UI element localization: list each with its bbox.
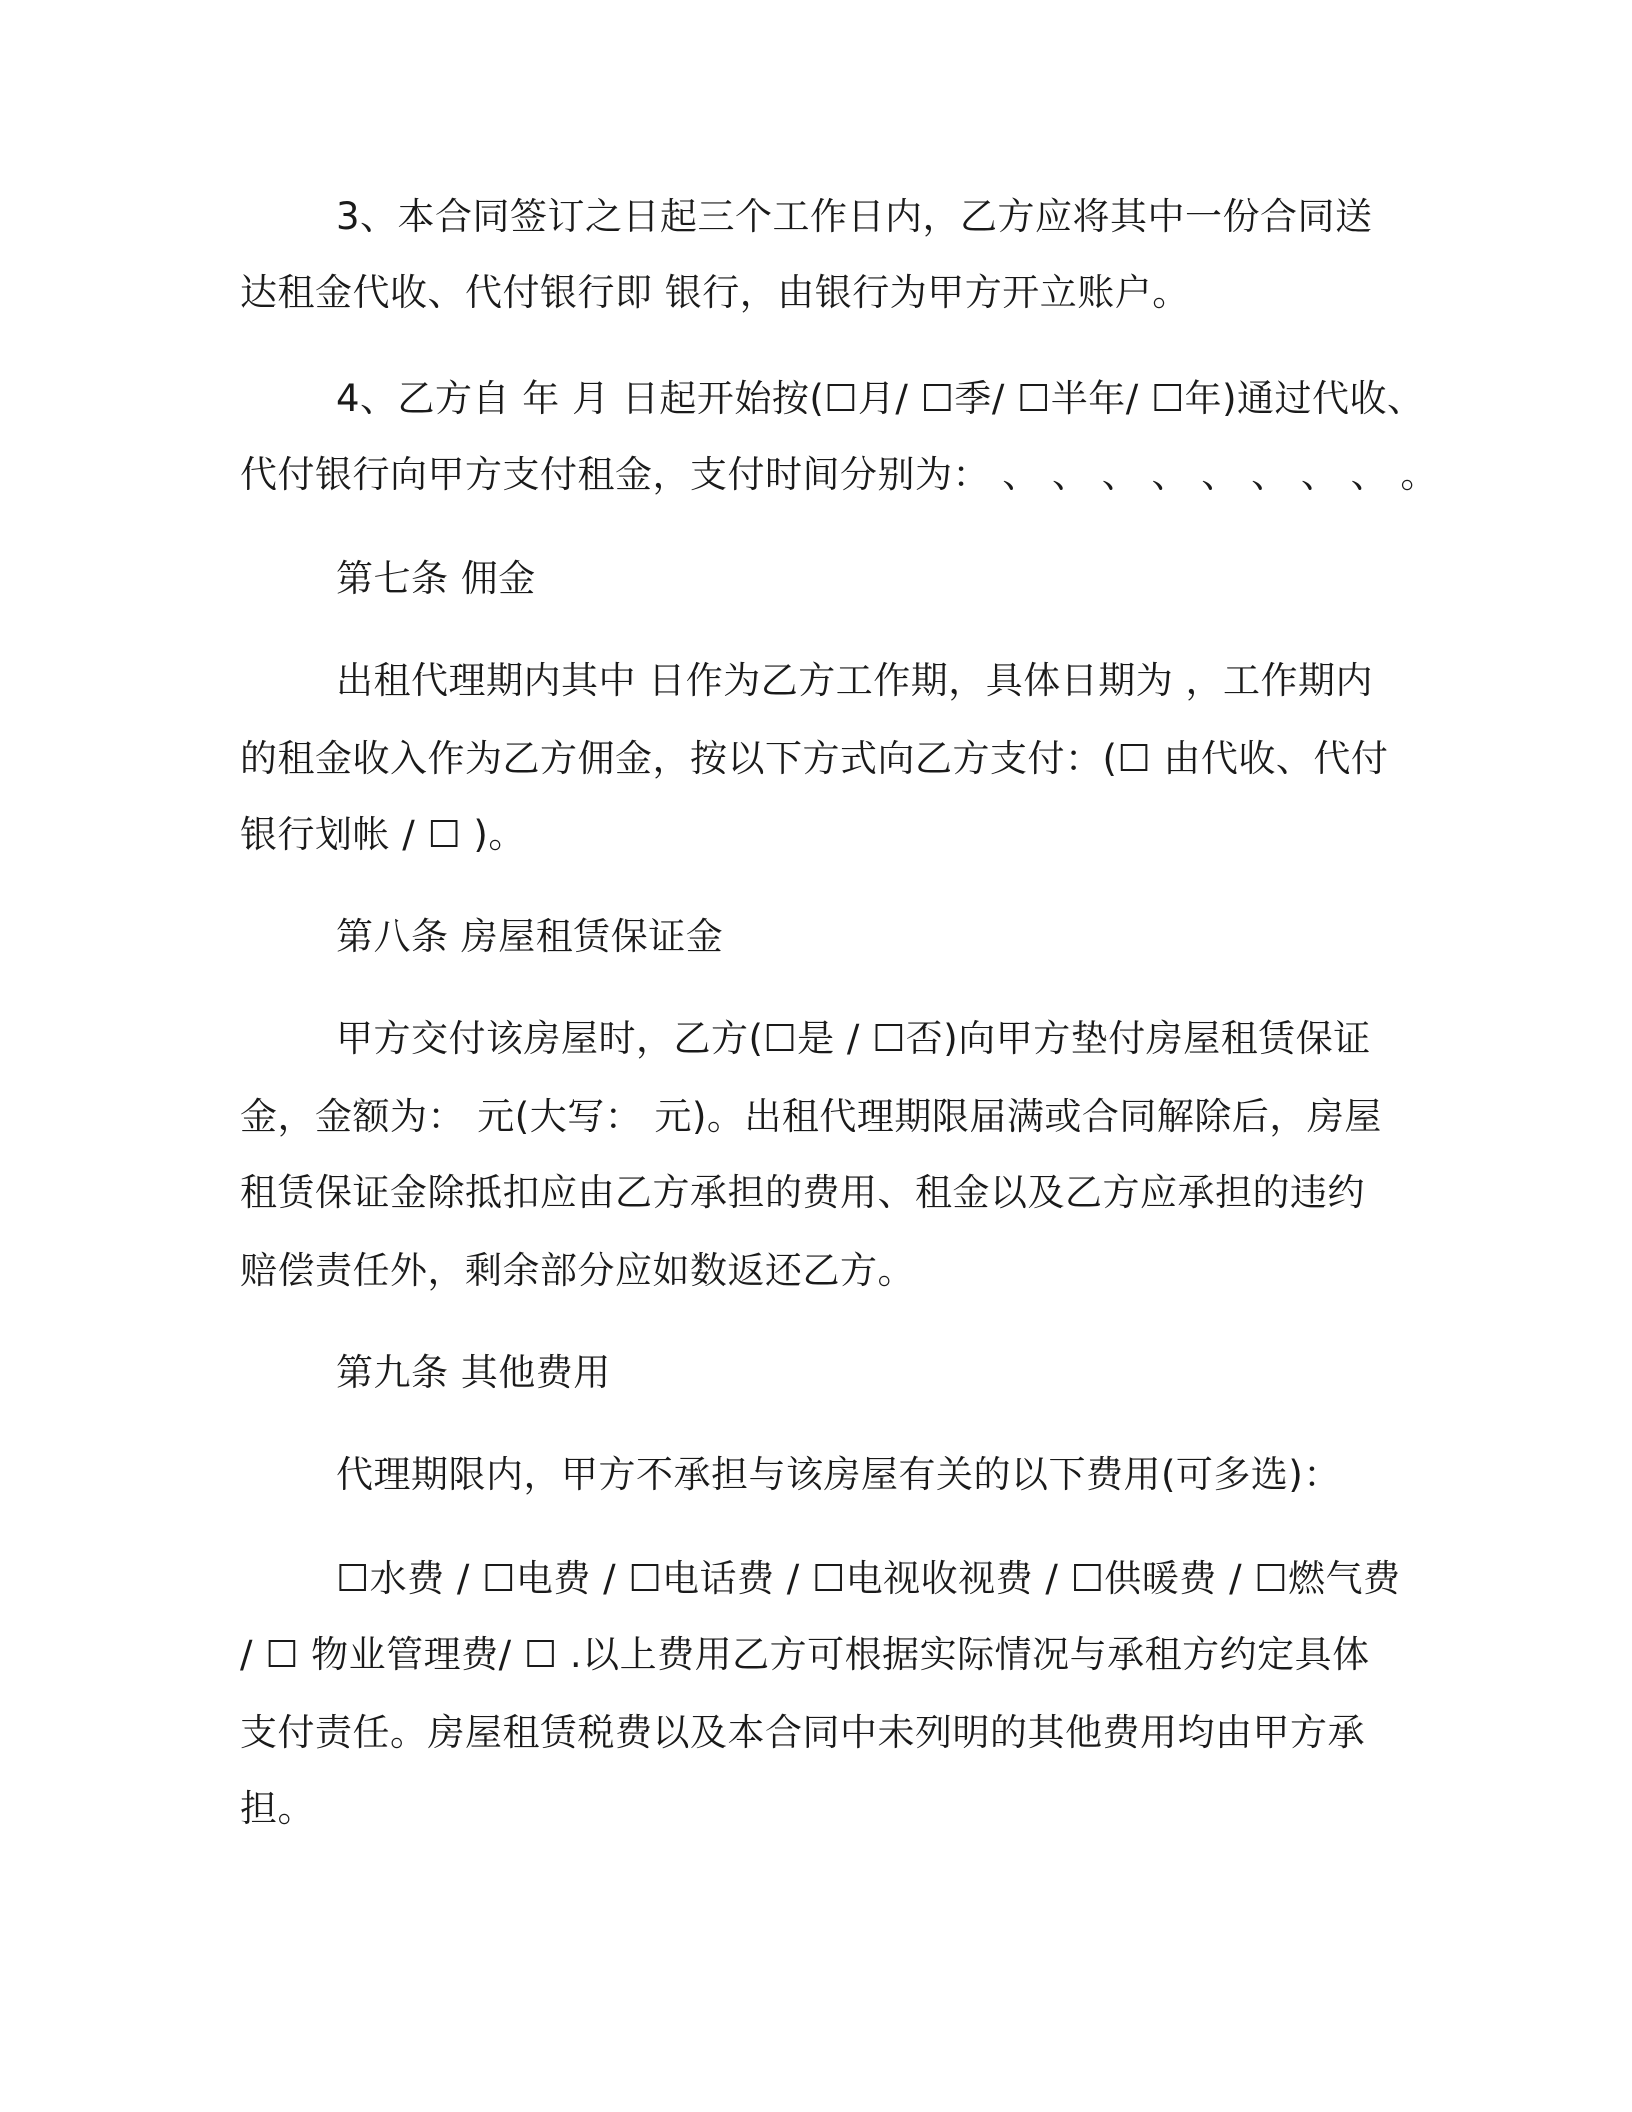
text-line: 银行划帐 / ☐ )。 — [240, 813, 526, 856]
section-heading: 第七条 佣金 — [336, 557, 536, 600]
text-line: 达租金代收、代付银行即 银行，由银行为甲方开立账户。 — [240, 271, 1190, 314]
text-line: 3、本合同签订之日起三个工作日内，乙方应将其中一份合同送 — [336, 195, 1373, 238]
section-heading: 第八条 房屋租赁保证金 — [336, 915, 724, 958]
text-line: 担。 — [240, 1787, 315, 1830]
text-line: ☐水费 / ☐电费 / ☐电话费 / ☐电视收视费 / ☐供暖费 / ☐燃气费 — [336, 1557, 1401, 1600]
text-line: 代付银行向甲方支付租金，支付时间分别为： 、 、 、 、 、 、 、 、 。 — [240, 453, 1438, 496]
text-line: 代理期限内，甲方不承担与该房屋有关的以下费用(可多选)： — [336, 1453, 1341, 1496]
text-line: 租赁保证金除抵扣应由乙方承担的费用、租金以及乙方应承担的违约 — [240, 1171, 1365, 1214]
text-line: 的租金收入作为乙方佣金，按以下方式向乙方支付：(☐ 由代收、代付 — [240, 737, 1389, 780]
section-heading: 第九条 其他费用 — [336, 1351, 611, 1394]
text-line: 出租代理期内其中 日作为乙方工作期，具体日期为 ，工作期内 — [336, 659, 1374, 702]
text-line: 支付责任。房屋租赁税费以及本合同中未列明的其他费用均由甲方承 — [240, 1711, 1365, 1754]
text-line: 4、乙方自 年 月 日起开始按(☐月/ ☐季/ ☐半年/ ☐年)通过代收、 — [336, 377, 1425, 420]
text-line: 甲方交付该房屋时，乙方(☐是 / ☐否)向甲方垫付房屋租赁保证 — [336, 1017, 1371, 1060]
text-line: / ☐ 物业管理费/ ☐ .以上费用乙方可根据实际情况与承租方约定具体 — [240, 1633, 1370, 1676]
text-line: 赔偿责任外，剩余部分应如数返还乙方。 — [240, 1249, 915, 1292]
text-line: 金，金额为： 元(大写： 元)。出租代理期限届满或合同解除后，房屋 — [240, 1095, 1382, 1138]
